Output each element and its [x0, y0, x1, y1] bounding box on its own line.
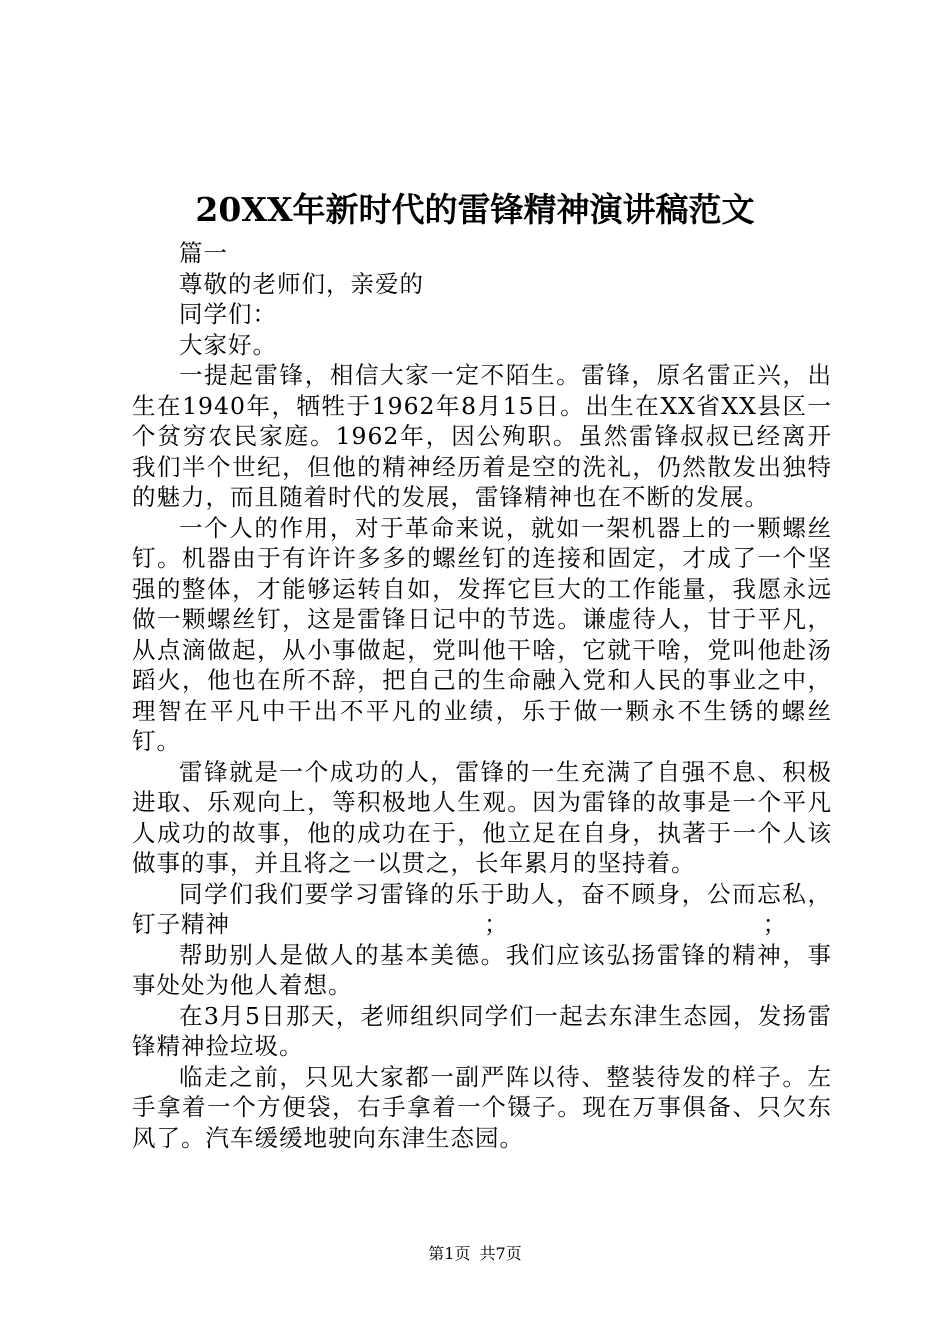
paragraph-body: 一提起雷锋，相信大家一定不陌生。雷锋，原名雷正兴，出生在1940年，牺牲于1962年8月15日。出生在XX省XX县区一个贫穷农民家庭。1962年，因公殉职。虽然雷锋叔叔已经离开我们半个世纪，但他的精神经历着是空的洗礼，仍然散发出独特的魅力，而且随着时代的发展，雷锋精神也在不断的发展。: [132, 361, 832, 511]
paragraph-greeting: 大家好。: [179, 330, 277, 359]
paragraph-salutation-1: 尊敬的老师们，亲爱的: [179, 269, 424, 298]
page-total: 共7页: [479, 1244, 522, 1263]
paragraph-body: 同学们我们要学习雷锋的乐于助人，奋不顾身，公而忘私，钉子精神 ； ；: [132, 879, 832, 938]
paragraph-body: 雷锋就是一个成功的人，雷锋的一生充满了自强不息、积极进取、乐观向上，等积极地人生观。因为雷锋的故事是一个平凡人成功的故事，他的成功在于，他立足在自身，执著于一个人该做事的事，并且将之一以贯之，长年累月的坚持着。: [132, 757, 832, 877]
paragraph-salutation-2: 同学们：: [179, 300, 277, 328]
document-title: 20XX年新时代的雷锋精神演讲稿范文: [195, 190, 755, 229]
page-footer: [0, 1243, 950, 1265]
paragraph-section-label: 篇一: [179, 239, 228, 267]
page-number: 第1页: [428, 1244, 471, 1263]
document-body: [132, 238, 832, 1153]
paragraph-body: 在3月5日那天，老师组织同学们一起去东津生态园，发扬雷锋精神捡垃圾。: [132, 1001, 832, 1060]
paragraph-body: 一个人的作用，对于革命来说，就如一架机器上的一颗螺丝钉。机器由于有许许多多的螺丝钉的连接和固定，才成了一个坚强的整体，才能够运转自如，发挥它巨大的工作能量，我愿永远做一颗螺丝钉，这是雷锋日记中的节选。谦虚待人，甘于平凡，从点滴做起，从小事做起，党叫他干啥，它就干啥，党叫他赴汤蹈火，他也在所不辞，把自己的生命融入党和人民的事业之中，理智在平凡中干出不平凡的业绩，乐于做一颗永不生锈的螺丝钉。: [132, 513, 832, 755]
paragraph-body: 帮助别人是做人的基本美德。我们应该弘扬雷锋的精神，事事处处为他人着想。: [132, 940, 832, 999]
paragraph-body: 临走之前，只见大家都一副严阵以待、整装待发的样子。左手拿着一个方便袋，右手拿着一个镊子。现在万事俱备、只欠东风了。汽车缓缓地驶向东津生态园。: [132, 1062, 832, 1152]
